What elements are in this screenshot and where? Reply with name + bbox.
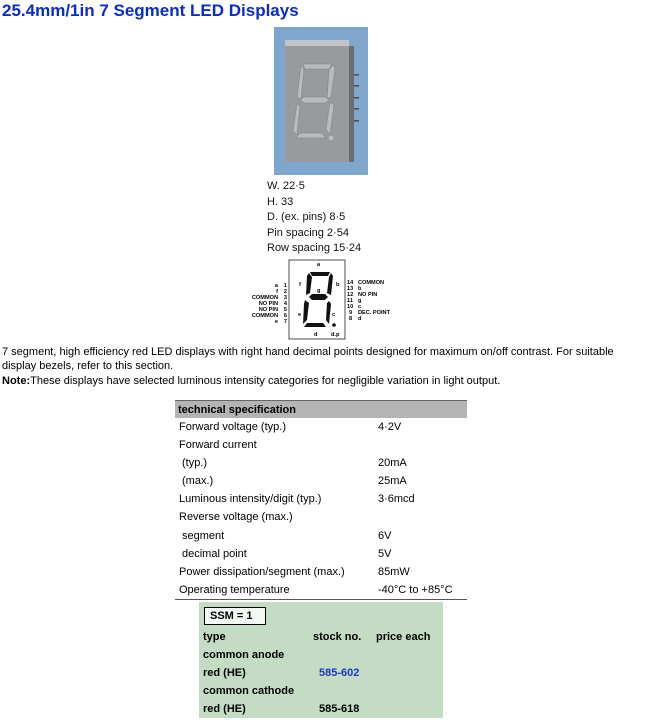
spec-value: 3·6mcd [378, 493, 415, 506]
dimensions-list [267, 179, 361, 257]
spec-value: -40°C to +85°C [378, 583, 453, 596]
right-pin-label: g [358, 298, 362, 304]
col-stock-header: stock no. [313, 631, 362, 643]
spec-label: decimal point [182, 547, 247, 560]
table-row [199, 664, 443, 682]
spec-value: 6V [378, 529, 392, 542]
seg-f-label: f [299, 282, 301, 288]
dim-depth: D. (ex. pins) 8·5 [267, 211, 346, 223]
right-pin-number: 14 [347, 280, 354, 286]
table-row [175, 545, 467, 563]
right-pin-number: 8 [349, 316, 353, 322]
spec-label: Reverse voltage (max.) [179, 511, 293, 524]
spec-value: 5V [378, 547, 392, 560]
stock-number-link[interactable]: 585-602 [319, 667, 360, 679]
right-pin-number: 10 [347, 304, 354, 310]
left-pin-label: COMMON [251, 295, 278, 301]
left-pin-label: NO PIN [258, 301, 278, 307]
table-row [175, 527, 467, 545]
table-row [175, 454, 467, 472]
dim-pin-spacing: Pin spacing 2·54 [267, 226, 349, 239]
right-pin-number: 11 [347, 298, 353, 304]
pinout-diagram [243, 258, 403, 342]
spec-label: segment [182, 529, 225, 542]
product-description: 7 segment, high efficiency red LED displays with right hand decimal points designed for maximum on/off contrast. For suitable display bezels, refer to this section. [2, 346, 614, 372]
dim-height: H. 33 [267, 195, 294, 208]
group-name: common anode [203, 649, 285, 661]
left-pin-number: 1 [283, 283, 287, 289]
table-row [175, 581, 467, 599]
note [2, 375, 500, 387]
left-pin-label: COMMON [251, 313, 278, 319]
table-row [175, 508, 467, 526]
order-header-row [199, 628, 443, 646]
spec-value: 20mA [378, 457, 407, 470]
left-pin-label: f [276, 289, 278, 295]
spec-label: Operating temperature [179, 583, 290, 596]
seg-a-label: a [317, 262, 321, 268]
left-pin-label: e [274, 319, 278, 325]
col-type-header: type [203, 631, 226, 643]
col-price-header: price each [376, 631, 431, 643]
left-pin-number: 3 [283, 295, 287, 301]
left-pin-number: 4 [283, 301, 287, 307]
right-pin-number: 12 [347, 292, 354, 298]
spec-label: Forward current [179, 439, 257, 452]
spec-label: (max.) [182, 475, 214, 488]
ssm-badge: SSM = 1 [204, 607, 266, 625]
table-row [175, 418, 467, 436]
spec-value: 85mW [378, 565, 410, 578]
left-pin-label: NO PIN [258, 307, 278, 313]
seg-d-label: d [314, 332, 318, 338]
left-pin-number: 7 [283, 319, 287, 325]
right-pin-label: COMMON [358, 280, 385, 286]
seg-g-label: g [317, 288, 321, 294]
table-row [175, 436, 467, 454]
group-name: common cathode [203, 685, 295, 697]
page-title: 25.4mm/1in 7 Segment LED Displays [2, 1, 299, 20]
spec-table-header: technical specification [175, 400, 467, 418]
product-photo [274, 27, 368, 175]
right-pin-number: 9 [349, 310, 353, 316]
table-row [175, 563, 467, 581]
spec-label: Luminous intensity/digit (typ.) [179, 493, 322, 506]
spec-value: 4·2V [378, 421, 402, 433]
order-group-row [199, 646, 443, 664]
spec-label: Power dissipation/segment (max.) [179, 565, 345, 578]
left-pin-number: 2 [283, 289, 287, 295]
spec-table [175, 400, 467, 600]
table-row [175, 472, 467, 490]
dim-row-spacing: Row spacing 15·24 [267, 242, 362, 254]
order-table [199, 602, 443, 718]
right-pin-number: 13 [347, 286, 354, 292]
stock-number: 585-618 [319, 703, 360, 715]
order-group-row [199, 682, 443, 700]
spec-label: Forward voltage (typ.) [179, 421, 286, 433]
note-label: Note: [2, 375, 31, 387]
right-pin-label: DEC. POINT [358, 310, 391, 316]
spec-value: 25mA [378, 475, 407, 488]
right-pin-label: d [358, 316, 362, 322]
note-text: These displays have selected luminous intensity categories for negligible variation in light output. [30, 375, 501, 387]
left-pin-number: 6 [283, 313, 287, 319]
spec-label: (typ.) [182, 457, 208, 470]
right-pin-label: NO PIN [358, 292, 378, 298]
order-type: red (HE) [203, 703, 246, 715]
order-type: red (HE) [203, 667, 246, 679]
table-row [199, 700, 443, 718]
seg-dp-label: d.p [331, 332, 340, 338]
seg-e-label: e [298, 312, 302, 318]
seg-c-label: c [332, 312, 336, 318]
right-pin-label: c [358, 304, 362, 310]
table-row [175, 490, 467, 508]
right-pin-label: b [358, 286, 362, 292]
left-pin-label: a [274, 283, 278, 289]
dim-width: W. 22·5 [267, 180, 305, 192]
seg-b-label: b [336, 282, 340, 288]
left-pin-number: 5 [283, 307, 287, 313]
